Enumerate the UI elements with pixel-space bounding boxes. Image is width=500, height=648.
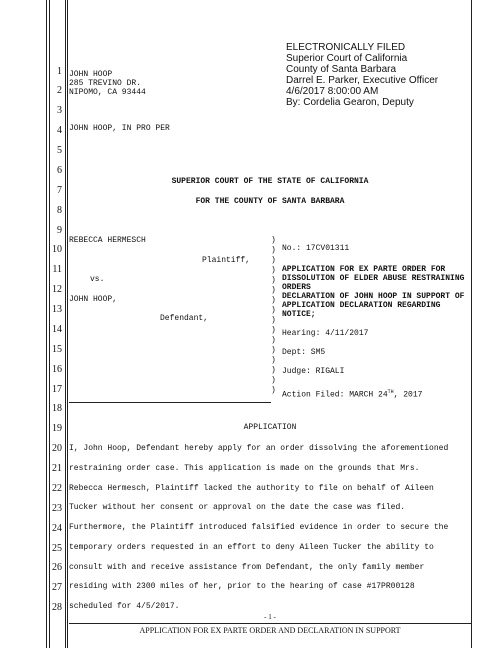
- line-number: 6: [57, 165, 62, 176]
- line-number: 2: [57, 85, 62, 96]
- filing-deputy: By: Cordelia Gearon, Deputy: [286, 97, 414, 108]
- hearing-date: Hearing: 4/11/2017: [282, 329, 369, 338]
- section-heading: APPLICATION: [243, 423, 297, 432]
- filing-stamp-title: ELECTRONICALLY FILED: [286, 42, 406, 53]
- page-number: - 1 -: [264, 613, 276, 621]
- body-line: temporary orders requested in an effort to deny Aileen Tucker the ability to: [69, 543, 434, 552]
- line-number: 3: [57, 105, 62, 116]
- line-number: 9: [57, 225, 62, 236]
- line-number: 26: [52, 562, 62, 573]
- line-number: 15: [52, 344, 62, 355]
- body-line: Rebecca Hermesch, Plaintiff lacked the authority to file on behalf of Aileen: [69, 484, 434, 493]
- line-number: 11: [52, 264, 62, 275]
- document-title-line-3: ORDERS: [282, 283, 311, 292]
- defendant-name: JOHN HOOP,: [69, 295, 118, 304]
- body-line: Furthermore, the Plaintiff introduced falsified evidence in order to secure the: [69, 523, 449, 532]
- plaintiff-role: Plaintiff,: [202, 256, 251, 265]
- document-title-line-5: APPLICATION DECLARATION REGARDING: [282, 301, 441, 310]
- defendant-role: Defendant,: [160, 314, 209, 323]
- document-title-line-6: NOTICE;: [282, 310, 316, 319]
- filing-officer: Darrel E. Parker, Executive Officer: [286, 75, 439, 86]
- line-number: 7: [57, 185, 62, 196]
- line-number: 18: [52, 403, 62, 414]
- body-line: Tucker without her consent or approval on the date the case was filed.: [69, 503, 406, 512]
- line-number: 13: [52, 304, 62, 315]
- line-number: 4: [57, 125, 62, 136]
- line-number: 16: [52, 364, 62, 375]
- case-number: No.: 17CV01311: [282, 244, 350, 253]
- party-name: JOHN HOOP: [69, 70, 113, 79]
- line-number: 14: [52, 324, 62, 335]
- line-number: 22: [52, 483, 62, 494]
- filing-datetime: 4/6/2017 8:00:00 AM: [286, 86, 379, 97]
- body-line: restraining order case. This application is made on the grounds that Mrs.: [69, 464, 420, 473]
- judge: Judge: RIGALI: [282, 367, 345, 376]
- party-city: NIPOMO, CA 93444: [69, 88, 146, 97]
- line-number: 10: [52, 244, 62, 255]
- versus-label: vs.: [90, 275, 105, 284]
- body-line: scheduled for 4/5/2017.: [69, 602, 180, 611]
- body-line: consult with and receive assistance from Defendant, the only family member: [69, 563, 425, 572]
- party-pro-per: JOHN HOOP, IN PRO PER: [69, 124, 170, 133]
- action-filed-date: Action Filed: MARCH 24TH, 2017: [282, 389, 423, 400]
- line-number: 17: [52, 384, 62, 395]
- document-title-line-2: DISSOLUTION OF ELDER ABUSE RESTRAINING: [282, 274, 465, 283]
- line-number: 20: [52, 443, 62, 454]
- footer-rule: [69, 623, 471, 624]
- party-street: 285 TREVINO DR.: [69, 79, 142, 88]
- line-number: 8: [57, 205, 62, 216]
- line-number: 25: [52, 543, 62, 554]
- right-margin-line: [471, 0, 472, 648]
- plaintiff-name: REBECCA HERMESCH: [69, 236, 146, 245]
- line-number-rule-left: [65, 0, 66, 648]
- filing-county: County of Santa Barbara: [286, 64, 397, 75]
- caption-underline: [69, 402, 271, 403]
- filing-court: Superior Court of California: [286, 53, 408, 64]
- line-number: 28: [52, 602, 62, 613]
- body-line: residing with 2300 miles of her, prior to the hearing of case #17PR00128: [69, 582, 415, 591]
- line-number: 23: [52, 503, 62, 514]
- body-line: I, John Hoop, Defendant hereby apply for an order dissolving the aforementioned: [69, 444, 449, 453]
- department: Dept: SM5: [282, 348, 326, 357]
- document-title-line-1: APPLICATION FOR EX PARTE ORDER FOR: [282, 265, 446, 274]
- line-number: 19: [52, 423, 62, 434]
- document-title-line-4: DECLARATION OF JOHN HOOP IN SUPPORT OF: [282, 292, 465, 301]
- line-number: 21: [52, 463, 62, 474]
- line-number: 1: [57, 66, 62, 77]
- line-number-rule-right: [67, 0, 68, 648]
- footer-title: APPLICATION FOR EX PARTE ORDER AND DECLARATION IN SUPPORT: [139, 626, 401, 635]
- pleading-margin-line-outer: [46, 0, 47, 648]
- court-name: SUPERIOR COURT OF THE STATE OF CALIFORNIA: [171, 177, 369, 186]
- line-number: 12: [52, 284, 62, 295]
- line-number: 24: [52, 523, 62, 534]
- line-number: 5: [57, 145, 62, 156]
- electronic-filing-stamp: [286, 42, 438, 108]
- line-number: 27: [52, 582, 62, 593]
- court-county: FOR THE COUNTY OF SANTA BARBARA: [195, 197, 345, 206]
